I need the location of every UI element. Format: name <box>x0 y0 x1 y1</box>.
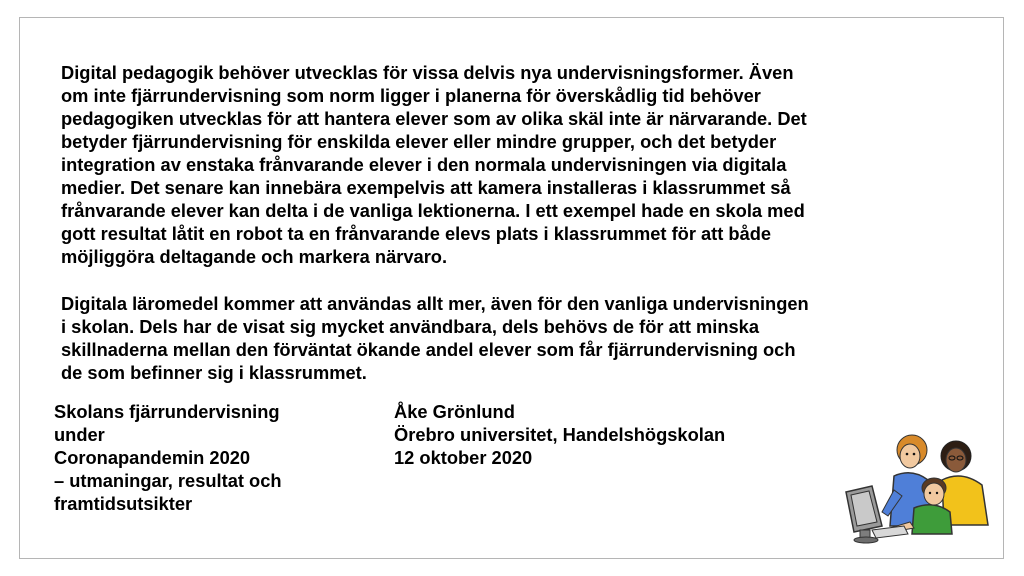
body-paragraph-2: Digitala läromedel kommer att användas allt mer, även för den vanliga undervisningen i skolan. Dels har de visat sig mycket användbara, dels behövs de för att minska skillnaderna mellan den förväntat ökande andel elever som får fjärrundervisning och de som befinner sig i klassrummet. <box>61 293 809 383</box>
people-at-computer-icon <box>842 430 992 545</box>
author-block <box>394 400 824 469</box>
author-name: Åke Grönlund <box>394 401 515 422</box>
report-date: 12 oktober 2020 <box>394 447 533 468</box>
keyboard-icon <box>872 526 908 538</box>
author-affiliation: Örebro universitet, Handelshögskolan <box>394 424 726 445</box>
body-paragraph-1: Digital pedagogik behöver utvecklas för vissa delvis nya undervisningsformer. Även om inte fjärrundervisning som norm ligger i planerna för överskådlig tid behöver pedagogiken utvecklas för att hantera elever som av olika skäl inte är närvarande. Det betyder fjärrundervisning för enskilda elever eller mindre grupper, och det betyder integration av enstaka frånvarande elever i den normala undervisningen via digitala medier. Det senare kan innebära exempelvis att kamera installeras i klassrummet så frånvarande elever kan delta i de vanliga lektionerna. I ett exempel hade en skola med gott resultat låtit en robot ta en frånvarande elevs plats i klassrummet för att både möjliggöra deltagande och markera närvaro. <box>61 62 807 267</box>
report-title: Skolans fjärrundervisning under Coronapandemin 2020 – utmaningar, resultat och framtidsutsikter <box>54 401 282 514</box>
